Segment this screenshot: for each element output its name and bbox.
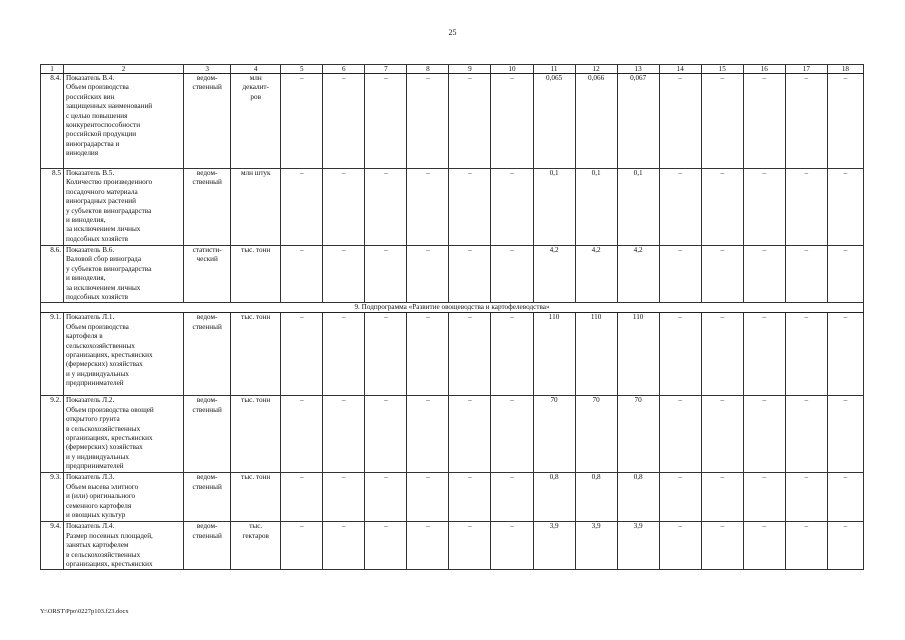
value-cell: 3,9 <box>617 522 659 570</box>
column-number-cell: 13 <box>617 65 659 74</box>
value-cell: – <box>323 473 365 522</box>
value-cell: – <box>701 473 743 522</box>
row-number: 9.3. <box>41 473 64 522</box>
value-cell: – <box>701 169 743 246</box>
column-number-cell: 17 <box>785 65 827 74</box>
value-cell: – <box>785 246 827 303</box>
column-number-cell: 11 <box>533 65 575 74</box>
indicator-unit: тыс. тонн <box>231 396 281 473</box>
file-path-footer: Y:\ORST\Ppo\0227p103.f23.docx <box>40 608 129 615</box>
column-number-cell: 7 <box>365 65 407 74</box>
indicator-unit: тыс. тонн <box>231 473 281 522</box>
value-cell: – <box>281 169 323 246</box>
indicator-source: ведом- ственный <box>184 169 231 246</box>
value-cell: – <box>659 396 701 473</box>
value-cell: – <box>785 473 827 522</box>
value-cell: – <box>743 313 785 396</box>
value-cell: – <box>281 522 323 570</box>
column-number-cell: 5 <box>281 65 323 74</box>
value-cell: – <box>407 396 449 473</box>
value-cell: 0,8 <box>575 473 617 522</box>
value-cell: – <box>449 473 491 522</box>
indicator-name: Показатель В.4. Объем производства российских вин защищенных наименований с целью повышения конкурентоспособности российской продукции виноградарства и виноделия <box>64 74 184 169</box>
column-number-cell: 3 <box>184 65 231 74</box>
indicator-source: ведом- ственный <box>184 396 231 473</box>
value-cell: – <box>785 313 827 396</box>
value-cell: – <box>281 74 323 169</box>
value-cell: – <box>701 74 743 169</box>
value-cell: – <box>323 396 365 473</box>
table-row <box>41 74 864 169</box>
column-number-cell: 9 <box>449 65 491 74</box>
value-cell: – <box>449 522 491 570</box>
column-number-cell: 2 <box>64 65 184 74</box>
indicator-unit: млн декалит- ров <box>231 74 281 169</box>
value-cell: – <box>323 74 365 169</box>
value-cell: – <box>743 473 785 522</box>
value-cell: 70 <box>533 396 575 473</box>
value-cell: – <box>785 169 827 246</box>
indicator-source: ведом- ственный <box>184 313 231 396</box>
indicator-source: ведом- ственный <box>184 522 231 570</box>
value-cell: 0,1 <box>533 169 575 246</box>
column-number-cell: 4 <box>231 65 281 74</box>
value-cell: 0,066 <box>575 74 617 169</box>
value-cell: – <box>785 522 827 570</box>
value-cell: – <box>743 169 785 246</box>
value-cell: – <box>449 74 491 169</box>
value-cell: 0,1 <box>575 169 617 246</box>
value-cell: – <box>701 396 743 473</box>
value-cell: – <box>407 74 449 169</box>
value-cell: 3,9 <box>533 522 575 570</box>
indicators-table <box>40 64 864 570</box>
value-cell: – <box>491 246 533 303</box>
value-cell: – <box>449 169 491 246</box>
value-cell: – <box>407 473 449 522</box>
value-cell: – <box>281 396 323 473</box>
value-cell: 110 <box>617 313 659 396</box>
column-number-cell: 12 <box>575 65 617 74</box>
value-cell: – <box>407 522 449 570</box>
value-cell: – <box>701 246 743 303</box>
column-number-cell: 16 <box>743 65 785 74</box>
value-cell: – <box>365 522 407 570</box>
column-number-cell: 1 <box>41 65 64 74</box>
value-cell: – <box>659 313 701 396</box>
value-cell: – <box>365 313 407 396</box>
table-row <box>41 313 864 396</box>
value-cell: – <box>407 169 449 246</box>
value-cell: – <box>659 246 701 303</box>
value-cell: 110 <box>533 313 575 396</box>
value-cell: – <box>491 169 533 246</box>
page-number: 25 <box>448 28 457 37</box>
value-cell: – <box>281 313 323 396</box>
value-cell: – <box>659 473 701 522</box>
section-row <box>41 303 864 313</box>
value-cell: 70 <box>575 396 617 473</box>
value-cell: – <box>365 246 407 303</box>
value-cell: – <box>827 74 863 169</box>
value-cell: – <box>323 246 365 303</box>
value-cell: 0,8 <box>533 473 575 522</box>
row-number: 9.4. <box>41 522 64 570</box>
value-cell: – <box>281 246 323 303</box>
indicator-name: Показатель Л.3. Объем высева элитного и (или) оригинального семенного картофеля и овощных культур <box>64 473 184 522</box>
value-cell: – <box>743 246 785 303</box>
value-cell: – <box>827 396 863 473</box>
value-cell: – <box>407 313 449 396</box>
indicator-source: ведом- ственный <box>184 74 231 169</box>
indicator-name: Показатель Л.2. Объем производства овощей открытого грунта в сельскохозяйственных организациях, крестьянских (фермерских) хозяйствах и у индивидуальных предпринимателей <box>64 396 184 473</box>
value-cell: 110 <box>575 313 617 396</box>
indicator-unit: тыс. тонн <box>231 246 281 303</box>
value-cell: – <box>827 522 863 570</box>
column-number-cell: 18 <box>827 65 863 74</box>
column-number-cell: 14 <box>659 65 701 74</box>
value-cell: – <box>785 396 827 473</box>
row-number: 8.5 <box>41 169 64 246</box>
value-cell: 4,2 <box>533 246 575 303</box>
value-cell: – <box>701 313 743 396</box>
value-cell: 0,065 <box>533 74 575 169</box>
table-row <box>41 396 864 473</box>
value-cell: – <box>827 473 863 522</box>
indicator-name: Показатель В.5. Количество произведенного посадочного материала виноградных растений у субъектов виноградарства и виноделия, за исключением личных подсобных хозяйств <box>64 169 184 246</box>
value-cell: – <box>491 74 533 169</box>
value-cell: – <box>701 522 743 570</box>
value-cell: 4,2 <box>617 246 659 303</box>
value-cell: – <box>449 396 491 473</box>
indicator-source: статисти- ческий <box>184 246 231 303</box>
table-row <box>41 169 864 246</box>
value-cell: 70 <box>617 396 659 473</box>
value-cell: 0,067 <box>617 74 659 169</box>
value-cell: 0,1 <box>617 169 659 246</box>
value-cell: – <box>659 74 701 169</box>
value-cell: – <box>827 169 863 246</box>
value-cell: 4,2 <box>575 246 617 303</box>
value-cell: – <box>365 74 407 169</box>
indicator-name: Показатель Л.4. Размер посевных площадей, занятых картофелем в сельскохозяйственных организациях, крестьянских <box>64 522 184 570</box>
value-cell: – <box>407 246 449 303</box>
indicator-name: Показатель Л.1. Объем производства картофеля в сельскохозяйственных организациях, крестьянских (фермерских) хозяйствах и у индивидуальных предпринимателей <box>64 313 184 396</box>
value-cell: – <box>785 74 827 169</box>
indicator-source: ведом- ственный <box>184 473 231 522</box>
value-cell: 3,9 <box>575 522 617 570</box>
table-row <box>41 522 864 570</box>
value-cell: – <box>827 246 863 303</box>
indicator-unit: млн штук <box>231 169 281 246</box>
value-cell: – <box>491 522 533 570</box>
indicator-unit: тыс. тонн <box>231 313 281 396</box>
column-number-row <box>41 65 864 74</box>
row-number: 9.2. <box>41 396 64 473</box>
section-title: 9. Подпрограмма «Развитие овощеводства и картофелеводства» <box>41 303 864 313</box>
value-cell: – <box>491 313 533 396</box>
column-number-cell: 6 <box>323 65 365 74</box>
value-cell: – <box>491 396 533 473</box>
value-cell: – <box>449 313 491 396</box>
value-cell: – <box>323 522 365 570</box>
value-cell: – <box>659 169 701 246</box>
value-cell: – <box>365 169 407 246</box>
value-cell: – <box>365 473 407 522</box>
value-cell: – <box>323 169 365 246</box>
value-cell: – <box>743 396 785 473</box>
value-cell: 0,8 <box>617 473 659 522</box>
column-number-cell: 15 <box>701 65 743 74</box>
row-number: 8.4. <box>41 74 64 169</box>
value-cell: – <box>491 473 533 522</box>
table-row <box>41 246 864 303</box>
row-number: 9.1. <box>41 313 64 396</box>
value-cell: – <box>323 313 365 396</box>
value-cell: – <box>827 313 863 396</box>
indicator-unit: тыс. гектаров <box>231 522 281 570</box>
value-cell: – <box>365 396 407 473</box>
value-cell: – <box>659 522 701 570</box>
value-cell: – <box>281 473 323 522</box>
table-row <box>41 473 864 522</box>
row-number: 8.6. <box>41 246 64 303</box>
column-number-cell: 10 <box>491 65 533 74</box>
value-cell: – <box>449 246 491 303</box>
indicator-name: Показатель В.6. Валовой сбор винограда у субъектов виноградарства и виноделия, за исключением личных подсобных хозяйств <box>64 246 184 303</box>
column-number-cell: 8 <box>407 65 449 74</box>
value-cell: – <box>743 74 785 169</box>
value-cell: – <box>743 522 785 570</box>
